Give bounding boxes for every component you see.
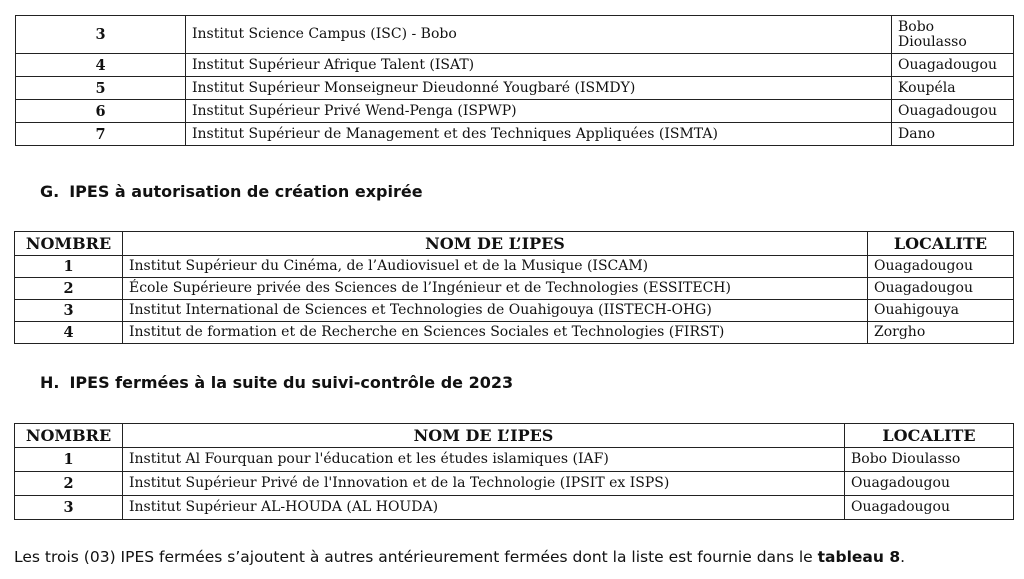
ipes-locality: Ouahigouya xyxy=(868,300,1014,322)
ipes-name: Institut International de Sciences et Technologies de Ouahigouya (IISTECH-OHG) xyxy=(123,300,868,322)
row-number: 3 xyxy=(16,16,186,54)
ipes-name: Institut Supérieur Monseigneur Dieudonné Yougbaré (ISMDY) xyxy=(186,77,892,100)
row-number: 2 xyxy=(15,278,123,300)
ipes-locality: Ouagadougou xyxy=(868,256,1014,278)
ipes-name: Institut Al Fourquan pour l'éducation et les études islamiques (IAF) xyxy=(123,448,845,472)
footer-note xyxy=(14,548,905,566)
ipes-locality: Bobo Dioulasso xyxy=(892,16,1014,54)
row-number: 3 xyxy=(15,300,123,322)
section-h-heading xyxy=(40,373,513,392)
continued-ipes-table xyxy=(15,15,1014,146)
section-g-heading xyxy=(40,182,423,201)
table-row xyxy=(16,54,1014,77)
column-header-name: NOM DE L’IPES xyxy=(123,232,868,256)
ipes-locality: Ouagadougou xyxy=(892,54,1014,77)
ipes-name: Institut Supérieur de Management et des Techniques Appliquées (ISMTA) xyxy=(186,123,892,146)
ipes-locality: Bobo Dioulasso xyxy=(845,448,1014,472)
table-row xyxy=(16,16,1014,54)
ipes-locality: Ouagadougou xyxy=(868,278,1014,300)
closed-ipes-table xyxy=(14,423,1014,520)
ipes-locality: Ouagadougou xyxy=(845,472,1014,496)
row-number: 1 xyxy=(15,256,123,278)
ipes-name: Institut Science Campus (ISC) - Bobo xyxy=(186,16,892,54)
footer-text: Les trois (03) IPES fermées s’ajoutent à autres antérieurement fermées dont la liste est fournie dans le xyxy=(14,548,818,566)
section-title: IPES à autorisation de création expirée xyxy=(69,182,423,201)
table-row xyxy=(16,123,1014,146)
footer-end: . xyxy=(900,548,906,566)
table-row xyxy=(15,278,1014,300)
table-row xyxy=(15,322,1014,344)
table-row xyxy=(15,300,1014,322)
table-header-row xyxy=(15,232,1014,256)
column-header-locality: LOCALITE xyxy=(845,424,1014,448)
row-number: 4 xyxy=(15,322,123,344)
column-header-number: NOMBRE xyxy=(15,424,123,448)
column-header-locality: LOCALITE xyxy=(868,232,1014,256)
row-number: 5 xyxy=(16,77,186,100)
table-row xyxy=(15,448,1014,472)
table-header-row xyxy=(15,424,1014,448)
row-number: 4 xyxy=(16,54,186,77)
column-header-name: NOM DE L’IPES xyxy=(123,424,845,448)
row-number: 6 xyxy=(16,100,186,123)
ipes-locality: Koupéla xyxy=(892,77,1014,100)
ipes-name: Institut Supérieur AL-HOUDA (AL HOUDA) xyxy=(123,496,845,520)
table-row xyxy=(15,496,1014,520)
ipes-name: Institut de formation et de Recherche en Sciences Sociales et Technologies (FIRST) xyxy=(123,322,868,344)
table-row xyxy=(16,77,1014,100)
ipes-name: Institut Supérieur du Cinéma, de l’Audiovisuel et de la Musique (ISCAM) xyxy=(123,256,868,278)
table-row xyxy=(15,256,1014,278)
table-row xyxy=(15,472,1014,496)
row-number: 1 xyxy=(15,448,123,472)
row-number: 2 xyxy=(15,472,123,496)
ipes-name: Institut Supérieur Afrique Talent (ISAT) xyxy=(186,54,892,77)
table-row xyxy=(16,100,1014,123)
section-title: IPES fermées à la suite du suivi-contrôle de 2023 xyxy=(69,373,514,392)
ipes-locality: Zorgho xyxy=(868,322,1014,344)
ipes-locality: Dano xyxy=(892,123,1014,146)
expired-ipes-table xyxy=(14,231,1014,344)
row-number: 3 xyxy=(15,496,123,520)
section-letter: G. xyxy=(40,182,60,201)
section-letter: H. xyxy=(40,373,60,392)
ipes-name: Institut Supérieur Privé Wend-Penga (ISPWP) xyxy=(186,100,892,123)
ipes-locality: Ouagadougou xyxy=(892,100,1014,123)
column-header-number: NOMBRE xyxy=(15,232,123,256)
ipes-name: Institut Supérieur Privé de l'Innovation et de la Technologie (IPSIT ex ISPS) xyxy=(123,472,845,496)
ipes-locality: Ouagadougou xyxy=(845,496,1014,520)
row-number: 7 xyxy=(16,123,186,146)
ipes-name: École Supérieure privée des Sciences de l’Ingénieur et de Technologies (ESSITECH) xyxy=(123,278,868,300)
footer-table-reference: tableau 8 xyxy=(817,548,901,566)
